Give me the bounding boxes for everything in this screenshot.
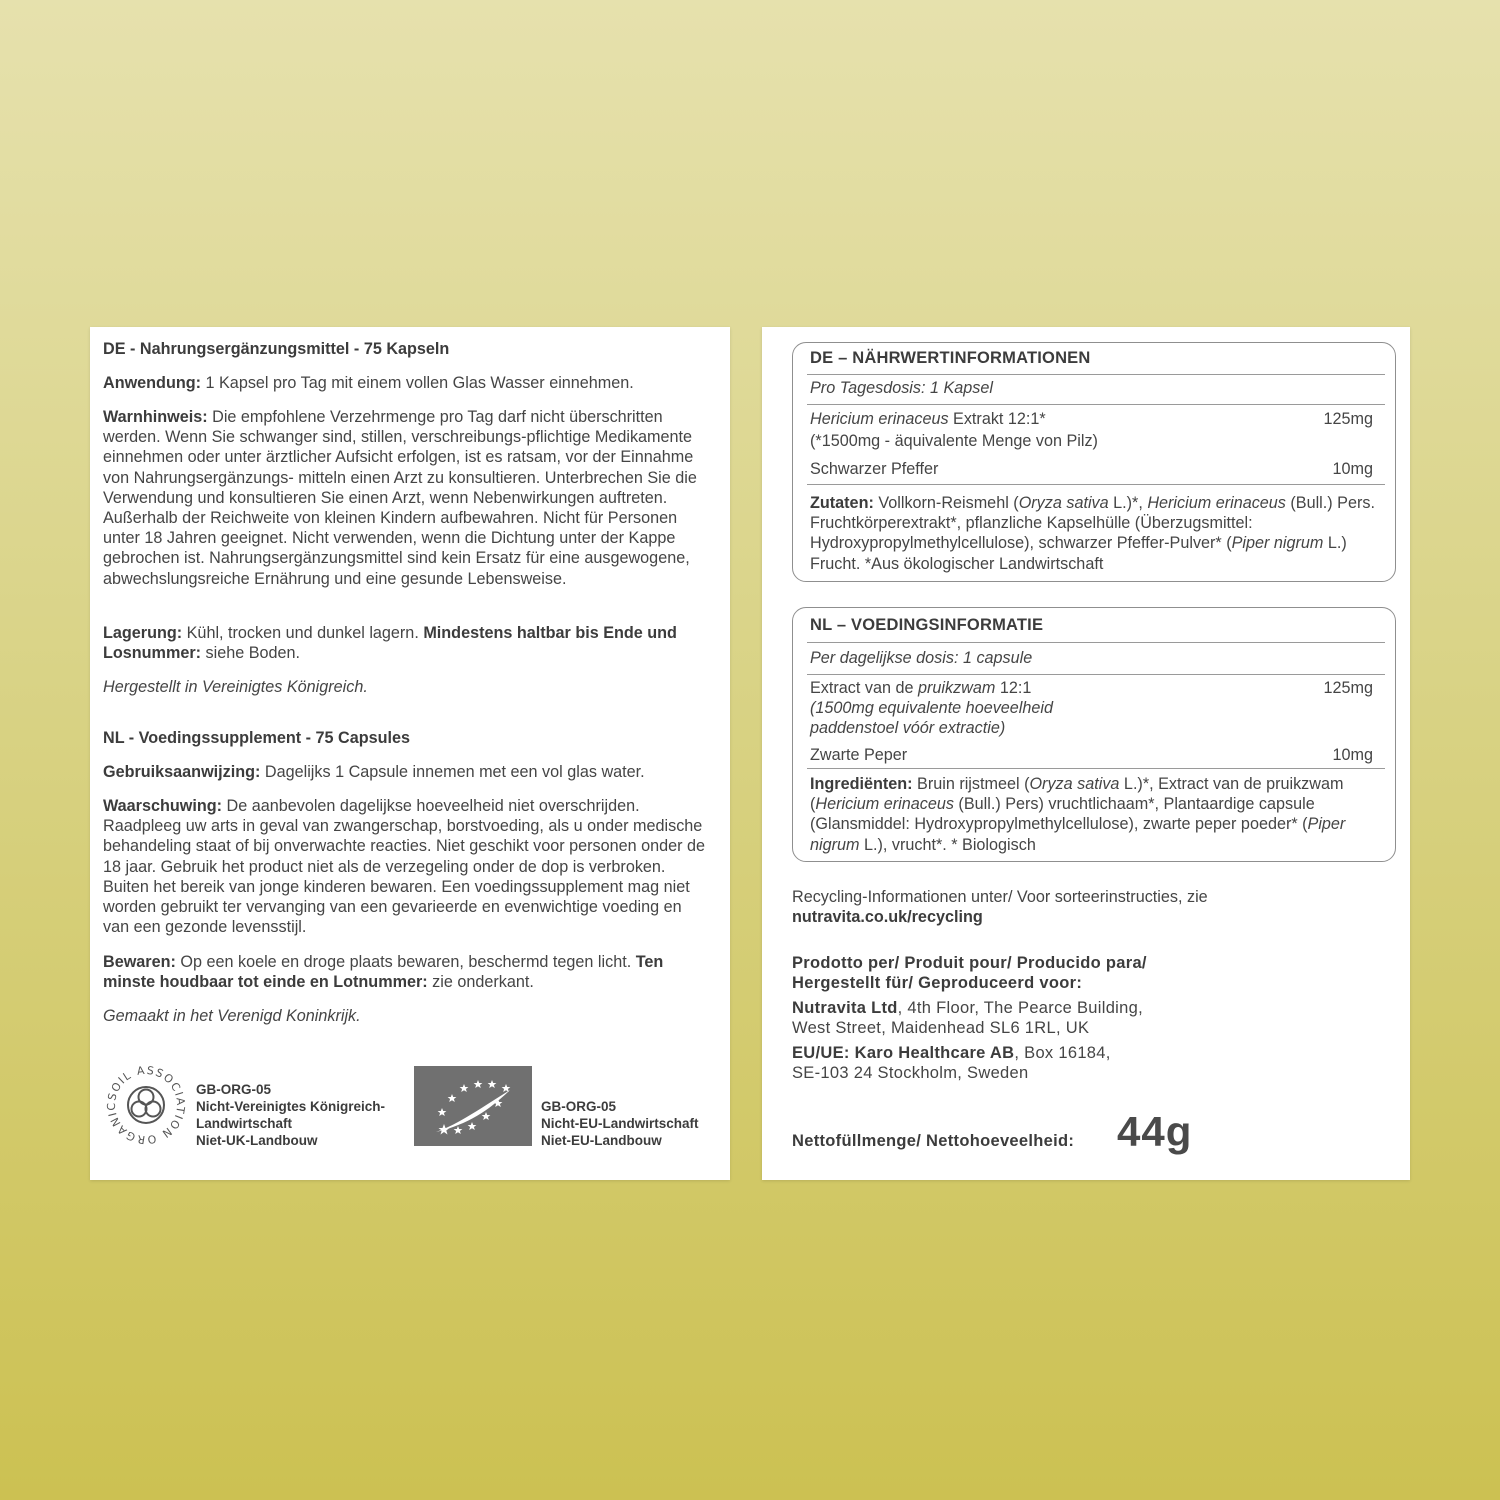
nl-row-pepper-value: 10mg [1332, 746, 1373, 764]
nl-serving: Per dagelijkse dosis: 1 capsule [810, 649, 1033, 667]
nl-ingredients: Ingrediënten: Bruin rijstmeel (Oryza sativa L.)*, Extract van de pruikzwam (Hericium erinaceus (Bull.) Pers) vruchtlichaam*, Plantaardige capsule (Glansmiddel: Hydroxypropylmethylcellulose), zwarte peper poeder* (Piper nigrum L.), vrucht*. * Biologisch [810, 775, 1346, 854]
nl-storage: Bewaren: Op een koele en droge plaats bewaren, beschermd tegen licht. Ten minste houdbaar tot einde en Lotnummer: zie onderkant. [103, 953, 664, 992]
divider [807, 374, 1385, 375]
nl-heading: NL - Voedingssupplement - 75 Capsules [103, 729, 411, 747]
de-nutrition-box [792, 342, 1396, 582]
eu-representative-2: SE-103 24 Stockholm, Sweden [792, 1064, 1029, 1082]
eu-logo-text: GB-ORG-05 Nicht-EU-Landwirtschaft Niet-EU-Landbouw [541, 1099, 699, 1148]
de-row-hericium-value: 125mg [1323, 410, 1373, 428]
nl-row-extract-value: 125mg [1323, 679, 1373, 697]
de-storage: Lagerung: Kühl, trocken und dunkel lagern. Mindestens haltbar bis Ende und Losnummer: siehe Boden. [103, 624, 677, 663]
de-heading: DE - Nahrungsergänzungsmittel - 75 Kapseln [103, 340, 450, 358]
divider [807, 484, 1385, 485]
soil-logo-text: GB-ORG-05 Nicht-Vereinigtes Königreich- Landwirtschaft Niet-UK-Landbouw [196, 1082, 386, 1148]
recycling-link[interactable]: nutravita.co.uk/recycling [792, 908, 983, 926]
nl-usage: Gebruiksaanwijzing: Dagelijks 1 Capsule innemen met een vol glas water. [103, 763, 645, 781]
de-usage: Anwendung: 1 Kapsel pro Tag mit einem vollen Glas Wasser einnehmen. [103, 374, 634, 392]
label-left-panel [90, 327, 730, 1180]
net-weight-value: 44g [1117, 1108, 1193, 1155]
de-ingredients: Zutaten: Vollkorn-Reismehl (Oryza sativa L.)*, Hericium erinaceus (Bull.) Pers. Fruchtkörperextrakt*, pflanzliche Kapselhülle (Überzugsmittel: Hydroxypropylmethylcellulose), schwarzer Pfeffer-Pulver* (Piper nigrum L.) Frucht. *Aus ökologischer Landwirtschaft [810, 494, 1375, 573]
nl-nutrition-title: NL – VOEDINGSINFORMATIE [810, 616, 1044, 634]
eu-representative: EU/UE: Karo Healthcare AB, Box 16184, [792, 1044, 1111, 1062]
divider [807, 768, 1385, 769]
nl-row-pepper: Zwarte Peper [810, 746, 908, 764]
company-address: Nutravita Ltd, 4th Floor, The Pearce Building, [792, 999, 1143, 1017]
divider [807, 642, 1385, 643]
label-right-panel [762, 327, 1410, 1180]
nl-row-extract-sub2: paddenstoel vóór extractie) [810, 719, 1006, 737]
nl-row-extract: Extract van de pruikzwam 12:1 [810, 679, 1032, 697]
de-serving: Pro Tagesdosis: 1 Kapsel [810, 379, 993, 397]
eu-organic-leaf-icon [414, 1066, 532, 1146]
company-address-2: West Street, Maidenhead SL6 1RL, UK [792, 1019, 1090, 1037]
de-row-pepper-value: 10mg [1332, 460, 1373, 478]
divider [807, 674, 1385, 675]
nl-made-in: Gemaakt in het Verenigd Koninkrijk. [103, 1007, 361, 1025]
producer-heading-2: Hergestellt für/ Geproduceerd voor: [792, 974, 1083, 992]
de-row-hericium-sub: (*1500mg - äquivalente Menge von Pilz) [810, 432, 1098, 450]
de-warning: Warnhinweis: Die empfohlene Verzehrmenge pro Tag darf nicht überschritten werden. Wenn Sie schwanger sind, stillen, verschreibungs-pflichtige Medikamente einnehmen oder unter ärztlicher Aufsicht erfolgen, ist es ratsam, vor der Einnahme von Nahrungsergänzungs- mitteln einen Arzt zu konsultieren. Unterbrechen Sie die Verwendung und konsultieren Sie einen Arzt, wenn Nebenwirkungen auftreten. Außerhalb der Reichweite von kleinen Kindern aufbewahren. Nicht für Personen unter 18 Jahren geeignet. Nicht verwenden, wenn die Dichtung unter der Kappe gebrochen ist. Nahrungsergänzungsmittel sind kein Ersatz für eine ausgewogene, abwechslungsreiche Ernährung und eine gesunde Lebensweise. [103, 408, 697, 588]
producer-heading: Prodotto per/ Produit pour/ Producido para/ [792, 954, 1147, 972]
de-made-in: Hergestellt in Vereinigtes Königreich. [103, 678, 368, 696]
de-row-pepper: Schwarzer Pfeffer [810, 460, 939, 478]
de-row-hericium: Hericium erinaceus Extrakt 12:1* [810, 410, 1046, 428]
de-nutrition-title: DE – NÄHRWERTINFORMATIONEN [810, 349, 1091, 367]
divider [807, 404, 1385, 405]
nl-row-extract-sub: (1500mg equivalente hoeveelheid [810, 699, 1053, 717]
net-weight-label: Nettofüllmenge/ Nettohoeveelheid: [792, 1132, 1075, 1150]
nl-nutrition-box [792, 607, 1396, 862]
soil-association-logo [104, 1063, 188, 1147]
svg-text:SOIL ASSOCIATION ORGANIC: SOIL ASSOCIATION ORGANIC [104, 1063, 188, 1147]
nl-warning: Waarschuwing: De aanbevolen dagelijkse hoeveelheid niet overschrijden. Raadpleeg uw arts in geval van zwangerschap, borstvoeding, als u onder medische behandeling staat of bij onverwachte reacties. Niet geschikt voor personen onder de 18 jaar. Gebruik het product niet als de verzegeling onder de dop is verbroken. Buiten het bereik van jonge kinderen bewaren. Een voedingssupplement mag niet worden gebruikt ter vervanging van een gevarieerde en evenwichtige voeding en van een gezonde levensstijl. [103, 797, 706, 937]
recycling-info: Recycling-Informationen unter/ Voor sorteerinstructies, zie [792, 888, 1208, 906]
